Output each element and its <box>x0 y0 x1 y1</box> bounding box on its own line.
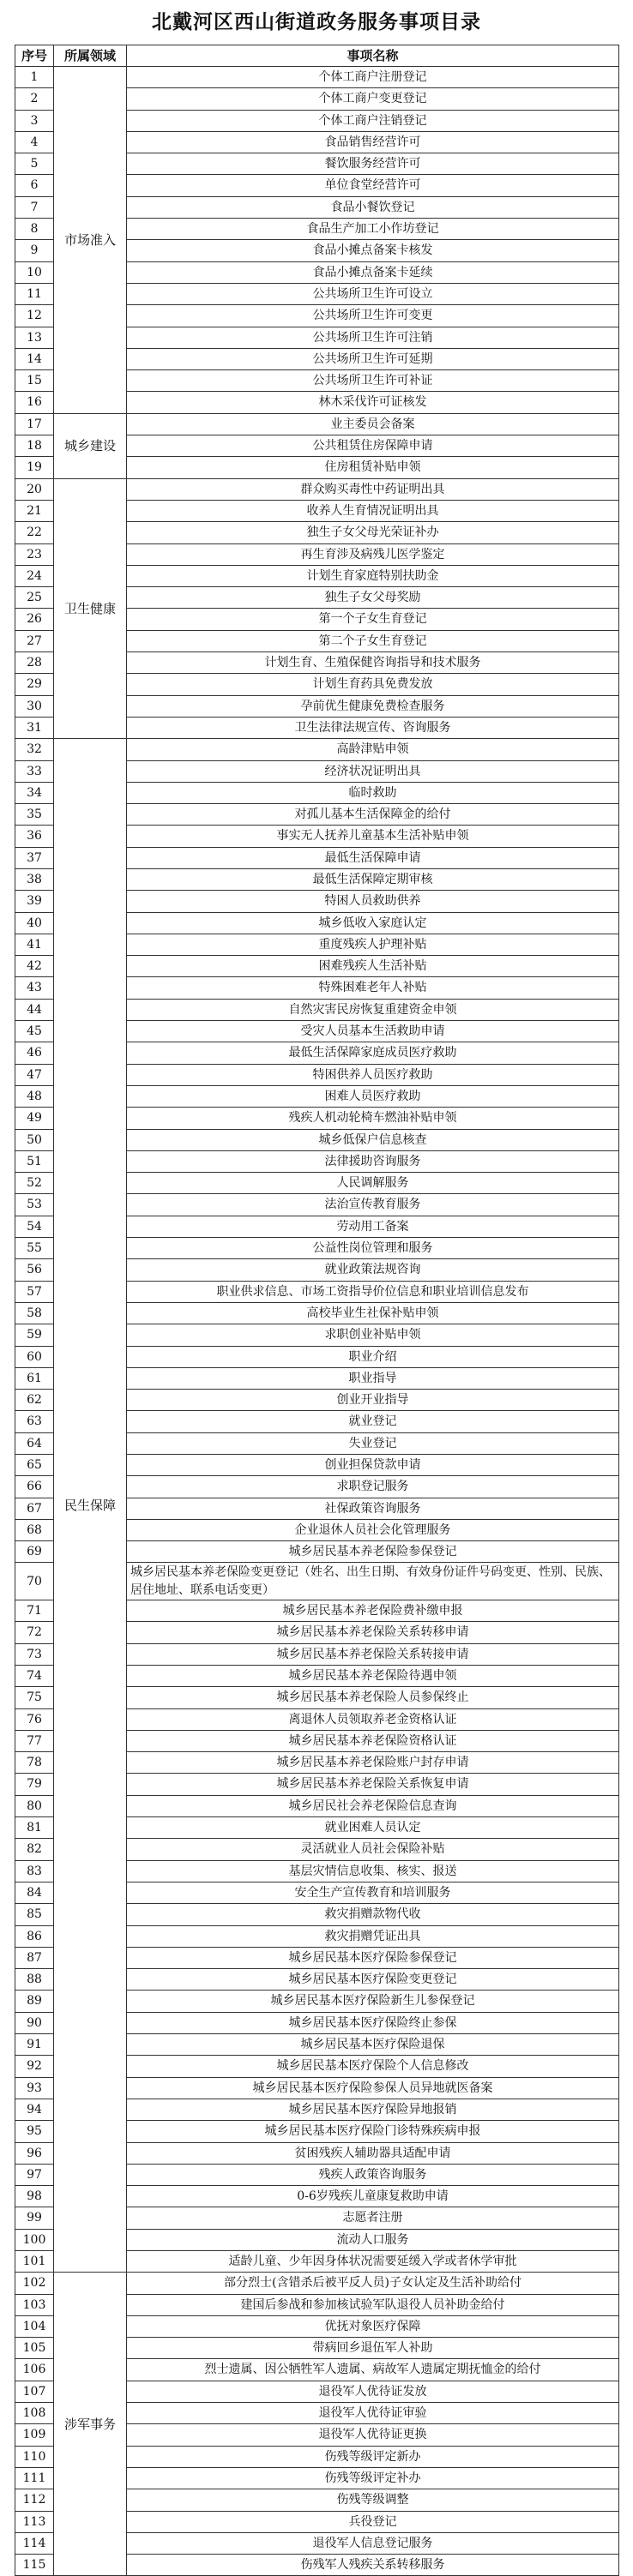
item-name: 灵活就业人员社会保险补贴 <box>127 1839 619 1860</box>
row-number: 72 <box>15 1622 54 1643</box>
row-number: 81 <box>15 1817 54 1839</box>
row-number: 19 <box>15 457 54 478</box>
item-name: 公益性岗位管理和服务 <box>127 1238 619 1259</box>
row-number: 11 <box>15 283 54 304</box>
item-name: 职业介绍 <box>127 1346 619 1367</box>
row-number: 99 <box>15 2207 54 2229</box>
item-name: 退役军人优待证发放 <box>127 2381 619 2402</box>
row-number: 79 <box>15 1774 54 1795</box>
row-number: 48 <box>15 1085 54 1107</box>
row-number: 28 <box>15 652 54 674</box>
item-name: 志愿者注册 <box>127 2207 619 2229</box>
row-number: 3 <box>15 110 54 131</box>
row-number: 56 <box>15 1259 54 1281</box>
item-name: 卫生法律法规宣传、咨询服务 <box>127 717 619 738</box>
row-number: 22 <box>15 522 54 543</box>
row-number: 58 <box>15 1302 54 1324</box>
item-name: 救灾捐赠款物代收 <box>127 1904 619 1925</box>
item-name: 适龄儿童、少年因身体状况需要延缓入学或者休学审批 <box>127 2250 619 2272</box>
item-name: 带病回乡退伍军人补助 <box>127 2338 619 2359</box>
row-number: 76 <box>15 1708 54 1730</box>
row-number: 18 <box>15 435 54 457</box>
item-name: 最低生活保障申请 <box>127 847 619 868</box>
row-number: 40 <box>15 912 54 934</box>
table-row <box>15 67 619 88</box>
item-name: 城乡居民基本养老保险变更登记（姓名、出生日期、有效身份证件号码变更、性别、民族、居住地址、联系电话变更） <box>127 1563 619 1600</box>
item-name: 社保政策咨询服务 <box>127 1498 619 1519</box>
row-number: 21 <box>15 500 54 521</box>
row-number: 14 <box>15 348 54 369</box>
row-number: 66 <box>15 1476 54 1498</box>
item-name: 城乡居民基本医疗保险参保人员异地就医备案 <box>127 2077 619 2099</box>
row-number: 2 <box>15 88 54 110</box>
row-number: 12 <box>15 305 54 327</box>
item-name: 自然灾害民房恢复重建资金申领 <box>127 999 619 1020</box>
item-name: 个体工商户注册登记 <box>127 67 619 88</box>
row-number: 71 <box>15 1600 54 1622</box>
row-number: 65 <box>15 1455 54 1476</box>
row-number: 53 <box>15 1194 54 1216</box>
item-name: 求职登记服务 <box>127 1476 619 1498</box>
row-number: 78 <box>15 1752 54 1774</box>
category-cell: 卫生健康 <box>54 478 127 739</box>
item-name: 退役军人优待证更换 <box>127 2424 619 2446</box>
item-name: 烈士遗属、因公牺牲军人遗属、病故军人遗属定期抚恤金的给付 <box>127 2359 619 2381</box>
row-number: 49 <box>15 1108 54 1129</box>
item-name: 特殊困难老年人补贴 <box>127 977 619 999</box>
item-name: 计划生育家庭特别扶助金 <box>127 565 619 586</box>
row-number: 33 <box>15 760 54 782</box>
item-name: 城乡居民社会养老保险信息查询 <box>127 1795 619 1816</box>
row-number: 31 <box>15 717 54 738</box>
item-name: 对孤儿基本生活保障金的给付 <box>127 804 619 826</box>
row-number: 83 <box>15 1860 54 1882</box>
row-number: 38 <box>15 868 54 890</box>
header-category: 所属领域 <box>54 45 127 67</box>
row-number: 77 <box>15 1730 54 1751</box>
item-name: 优抚对象医疗保障 <box>127 2315 619 2337</box>
row-number: 111 <box>15 2467 54 2489</box>
item-name: 城乡居民基本医疗保险终止参保 <box>127 2012 619 2033</box>
row-number: 113 <box>15 2511 54 2532</box>
item-name: 高龄津贴申领 <box>127 739 619 760</box>
row-number: 88 <box>15 1969 54 1991</box>
row-number: 102 <box>15 2273 54 2294</box>
row-number: 94 <box>15 2099 54 2120</box>
item-name: 就业登记 <box>127 1411 619 1432</box>
item-name: 特困人员救助供养 <box>127 891 619 912</box>
header-item: 事项名称 <box>127 45 619 67</box>
item-name: 失业登记 <box>127 1432 619 1454</box>
item-name: 独生子女父母光荣证补办 <box>127 522 619 543</box>
row-number: 47 <box>15 1064 54 1085</box>
item-name: 退役军人优待证审验 <box>127 2403 619 2424</box>
category-cell: 涉军事务 <box>54 2273 127 2576</box>
item-name: 0-6岁残疾儿童康复救助申请 <box>127 2186 619 2207</box>
service-catalog-table <box>15 45 619 2576</box>
row-number: 112 <box>15 2489 54 2511</box>
row-number: 9 <box>15 240 54 261</box>
row-number: 5 <box>15 153 54 175</box>
row-number: 107 <box>15 2381 54 2402</box>
row-number: 52 <box>15 1173 54 1194</box>
row-number: 46 <box>15 1042 54 1064</box>
item-name: 住房租赁补贴申领 <box>127 457 619 478</box>
item-name: 离退休人员领取养老金资格认证 <box>127 1708 619 1730</box>
row-number: 55 <box>15 1238 54 1259</box>
row-number: 7 <box>15 196 54 218</box>
item-name: 城乡居民基本医疗保险新生儿参保登记 <box>127 1991 619 2012</box>
item-name: 城乡居民基本医疗保险退保 <box>127 2034 619 2056</box>
row-number: 93 <box>15 2077 54 2099</box>
row-number: 103 <box>15 2294 54 2315</box>
row-number: 90 <box>15 2012 54 2033</box>
row-number: 87 <box>15 1947 54 1968</box>
item-name: 经济状况证明出具 <box>127 760 619 782</box>
row-number: 10 <box>15 261 54 283</box>
item-name: 城乡居民基本医疗保险变更登记 <box>127 1969 619 1991</box>
item-name: 就业困难人员认定 <box>127 1817 619 1839</box>
item-name: 城乡居民基本医疗保险参保登记 <box>127 1947 619 1968</box>
item-name: 公共场所卫生许可设立 <box>127 283 619 304</box>
row-number: 25 <box>15 587 54 609</box>
row-number: 97 <box>15 2164 54 2185</box>
item-name: 个体工商户变更登记 <box>127 88 619 110</box>
header-number: 序号 <box>15 45 54 67</box>
item-name: 城乡居民基本养老保险关系恢复申请 <box>127 1774 619 1795</box>
row-number: 91 <box>15 2034 54 2056</box>
item-name: 高校毕业生社保补贴申领 <box>127 1302 619 1324</box>
item-name: 食品生产加工小作坊登记 <box>127 219 619 240</box>
row-number: 4 <box>15 131 54 153</box>
row-number: 68 <box>15 1519 54 1540</box>
row-number: 43 <box>15 977 54 999</box>
row-number: 60 <box>15 1346 54 1367</box>
row-number: 110 <box>15 2446 54 2467</box>
item-name: 城乡居民基本医疗保险个人信息修改 <box>127 2056 619 2077</box>
item-name: 受灾人员基本生活救助申请 <box>127 1021 619 1042</box>
table-row <box>15 478 619 500</box>
item-name: 公共场所卫生许可注销 <box>127 327 619 348</box>
item-name: 公共场所卫生许可补证 <box>127 370 619 392</box>
row-number: 17 <box>15 413 54 435</box>
item-name: 残疾人政策咨询服务 <box>127 2164 619 2185</box>
item-name: 城乡居民基本医疗保险异地报销 <box>127 2099 619 2120</box>
category-cell: 市场准入 <box>54 67 127 414</box>
document <box>15 0 618 2576</box>
row-number: 36 <box>15 826 54 847</box>
item-name: 再生育涉及病残儿医学鉴定 <box>127 543 619 565</box>
item-name: 城乡居民基本养老保险账户封存申请 <box>127 1752 619 1774</box>
item-name: 流动人口服务 <box>127 2229 619 2250</box>
item-name: 城乡居民基本医疗保险门诊特殊疾病申报 <box>127 2121 619 2142</box>
row-number: 96 <box>15 2142 54 2164</box>
row-number: 114 <box>15 2532 54 2554</box>
row-number: 106 <box>15 2359 54 2381</box>
row-number: 61 <box>15 1367 54 1389</box>
row-number: 62 <box>15 1390 54 1411</box>
row-number: 24 <box>15 565 54 586</box>
row-number: 39 <box>15 891 54 912</box>
row-number: 35 <box>15 804 54 826</box>
item-name: 职业指导 <box>127 1367 619 1389</box>
row-number: 98 <box>15 2186 54 2207</box>
item-name: 伤残等级评定新办 <box>127 2446 619 2467</box>
row-number: 13 <box>15 327 54 348</box>
item-name: 城乡低保户信息核查 <box>127 1129 619 1150</box>
item-name: 城乡居民基本养老保险参保登记 <box>127 1541 619 1563</box>
row-number: 69 <box>15 1541 54 1563</box>
item-name: 最低生活保障定期审核 <box>127 868 619 890</box>
item-name: 城乡居民基本养老保险费补缴申报 <box>127 1600 619 1622</box>
item-name: 城乡居民基本养老保险待遇申领 <box>127 1665 619 1686</box>
table-row <box>15 739 619 760</box>
item-name: 创业担保贷款申请 <box>127 1455 619 1476</box>
row-number: 37 <box>15 847 54 868</box>
table-row <box>15 2273 619 2294</box>
row-number: 27 <box>15 630 54 652</box>
item-name: 食品小摊点备案卡核发 <box>127 240 619 261</box>
row-number: 108 <box>15 2403 54 2424</box>
item-name: 伤残等级评定补办 <box>127 2467 619 2489</box>
row-number: 115 <box>15 2555 54 2576</box>
item-name: 重度残疾人护理补贴 <box>127 934 619 955</box>
row-number: 59 <box>15 1324 54 1346</box>
item-name: 个体工商户注销登记 <box>127 110 619 131</box>
row-number: 104 <box>15 2315 54 2337</box>
item-name: 求职创业补贴申领 <box>127 1324 619 1346</box>
row-number: 92 <box>15 2056 54 2077</box>
row-number: 82 <box>15 1839 54 1860</box>
row-number: 67 <box>15 1498 54 1519</box>
table-body <box>15 67 619 2576</box>
row-number: 74 <box>15 1665 54 1686</box>
item-name: 兵役登记 <box>127 2511 619 2532</box>
row-number: 42 <box>15 956 54 977</box>
item-name: 就业政策法规咨询 <box>127 1259 619 1281</box>
row-number: 84 <box>15 1882 54 1903</box>
row-number: 57 <box>15 1281 54 1302</box>
item-name: 特困供养人员医疗救助 <box>127 1064 619 1085</box>
row-number: 109 <box>15 2424 54 2446</box>
item-name: 独生子女父母奖励 <box>127 587 619 609</box>
item-name: 孕前优生健康免费检查服务 <box>127 695 619 717</box>
item-name: 企业退休人员社会化管理服务 <box>127 1519 619 1540</box>
item-name: 困难人员医疗救助 <box>127 1085 619 1107</box>
item-name: 安全生产宣传教育和培训服务 <box>127 1882 619 1903</box>
item-name: 第一个子女生育登记 <box>127 609 619 630</box>
row-number: 63 <box>15 1411 54 1432</box>
item-name: 法治宣传教育服务 <box>127 1194 619 1216</box>
row-number: 95 <box>15 2121 54 2142</box>
item-name: 人民调解服务 <box>127 1173 619 1194</box>
row-number: 6 <box>15 175 54 196</box>
row-number: 23 <box>15 543 54 565</box>
item-name: 食品小摊点备案卡延续 <box>127 261 619 283</box>
table-header-row <box>15 45 619 67</box>
item-name: 事实无人抚养儿童基本生活补贴申领 <box>127 826 619 847</box>
row-number: 16 <box>15 392 54 413</box>
table-row <box>15 413 619 435</box>
row-number: 50 <box>15 1129 54 1150</box>
row-number: 26 <box>15 609 54 630</box>
item-name: 公共场所卫生许可延期 <box>127 348 619 369</box>
item-name: 伤残等级调整 <box>127 2489 619 2511</box>
category-cell: 民生保障 <box>54 739 127 2273</box>
item-name: 职业供求信息、市场工资指导价位信息和职业培训信息发布 <box>127 1281 619 1302</box>
item-name: 基层灾情信息收集、核实、报送 <box>127 1860 619 1882</box>
row-number: 51 <box>15 1150 54 1172</box>
item-name: 公共租赁住房保障申请 <box>127 435 619 457</box>
page-title: 北戴河区西山街道政务服务事项目录 <box>152 10 481 33</box>
item-name: 城乡居民基本养老保险关系转移申请 <box>127 1622 619 1643</box>
item-name: 城乡低收入家庭认定 <box>127 912 619 934</box>
row-number: 100 <box>15 2229 54 2250</box>
item-name: 城乡居民基本养老保险资格认证 <box>127 1730 619 1751</box>
row-number: 80 <box>15 1795 54 1816</box>
row-number: 32 <box>15 739 54 760</box>
row-number: 34 <box>15 782 54 803</box>
item-name: 餐饮服务经营许可 <box>127 153 619 175</box>
item-name: 食品销售经营许可 <box>127 131 619 153</box>
row-number: 15 <box>15 370 54 392</box>
row-number: 1 <box>15 67 54 88</box>
row-number: 86 <box>15 1925 54 1947</box>
item-name: 第二个子女生育登记 <box>127 630 619 652</box>
row-number: 45 <box>15 1021 54 1042</box>
item-name: 林木采伐许可证核发 <box>127 392 619 413</box>
item-name: 创业开业指导 <box>127 1390 619 1411</box>
item-name: 伤残军人残疾关系转移服务 <box>127 2555 619 2576</box>
item-name: 单位食堂经营许可 <box>127 175 619 196</box>
item-name: 贫困残疾人辅助器具适配申请 <box>127 2142 619 2164</box>
row-number: 64 <box>15 1432 54 1454</box>
row-number: 30 <box>15 695 54 717</box>
row-number: 70 <box>15 1563 54 1600</box>
row-number: 29 <box>15 674 54 695</box>
row-number: 75 <box>15 1687 54 1708</box>
row-number: 54 <box>15 1216 54 1237</box>
item-name: 业主委员会备案 <box>127 413 619 435</box>
row-number: 73 <box>15 1643 54 1665</box>
item-name: 困难残疾人生活补贴 <box>127 956 619 977</box>
item-name: 退役军人信息登记服务 <box>127 2532 619 2554</box>
row-number: 101 <box>15 2250 54 2272</box>
item-name: 救灾捐赠凭证出具 <box>127 1925 619 1947</box>
item-name: 建国后参战和参加核试验军队退役人员补助金给付 <box>127 2294 619 2315</box>
item-name: 残疾人机动轮椅车燃油补贴申领 <box>127 1108 619 1129</box>
item-name: 最低生活保障家庭成员医疗救助 <box>127 1042 619 1064</box>
row-number: 20 <box>15 478 54 500</box>
item-name: 计划生育药具免费发放 <box>127 674 619 695</box>
item-name: 公共场所卫生许可变更 <box>127 305 619 327</box>
item-name: 群众购买毒性中药证明出具 <box>127 478 619 500</box>
row-number: 85 <box>15 1904 54 1925</box>
item-name: 部分烈士(含错杀后被平反人员)子女认定及生活补助给付 <box>127 2273 619 2294</box>
item-name: 收养人生育情况证明出具 <box>127 500 619 521</box>
item-name: 食品小餐饮登记 <box>127 196 619 218</box>
item-name: 城乡居民基本养老保险关系转接申请 <box>127 1643 619 1665</box>
category-cell: 城乡建设 <box>54 413 127 478</box>
item-name: 法律援助咨询服务 <box>127 1150 619 1172</box>
item-name: 临时救助 <box>127 782 619 803</box>
row-number: 105 <box>15 2338 54 2359</box>
item-name: 劳动用工备案 <box>127 1216 619 1237</box>
item-name: 计划生育、生殖保健咨询指导和技术服务 <box>127 652 619 674</box>
row-number: 41 <box>15 934 54 955</box>
item-name: 城乡居民基本养老保险人员参保终止 <box>127 1687 619 1708</box>
row-number: 44 <box>15 999 54 1020</box>
row-number: 8 <box>15 219 54 240</box>
row-number: 89 <box>15 1991 54 2012</box>
